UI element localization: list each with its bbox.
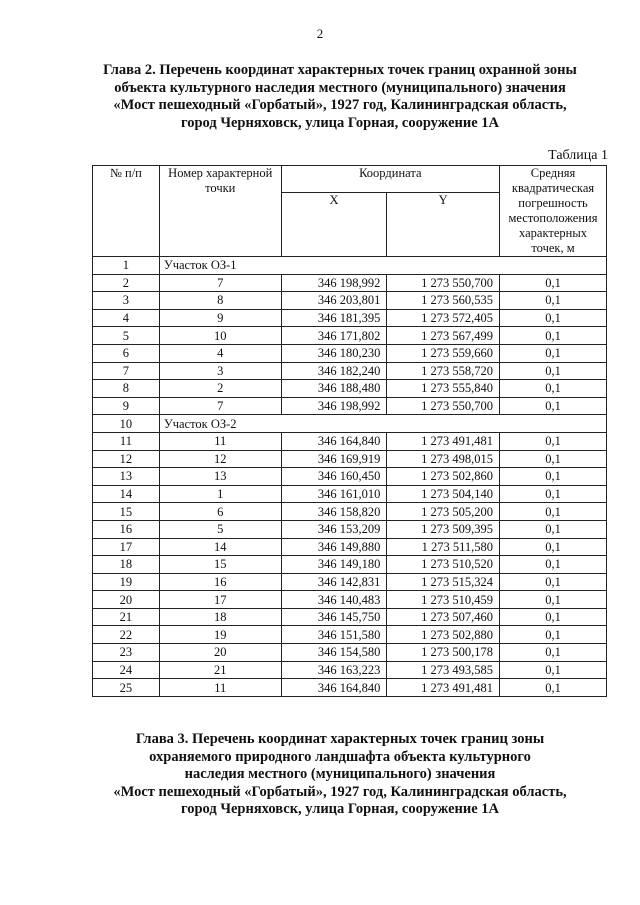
y-coordinate-cell: 1 273 507,460 [387,608,500,626]
row-number-cell: 7 [93,362,160,380]
table-row [93,344,607,362]
y-coordinate-cell: 1 273 572,405 [387,309,500,327]
section-label-cell: Участок ОЗ-2 [159,415,606,433]
row-number-cell: 12 [93,450,160,468]
row-number-cell: 9 [93,397,160,415]
point-number-cell: 10 [159,327,281,345]
x-coordinate-cell: 346 164,840 [281,679,387,697]
error-cell: 0,1 [500,468,607,486]
y-coordinate-cell: 1 273 511,580 [387,538,500,556]
coordinates-table [92,165,607,697]
y-coordinate-cell: 1 273 502,860 [387,468,500,486]
point-number-cell: 14 [159,538,281,556]
table-row [93,591,607,609]
header-point: Номер характерной точки [159,166,281,257]
row-number-cell: 8 [93,380,160,398]
error-cell: 0,1 [500,274,607,292]
x-coordinate-cell: 346 161,010 [281,485,387,503]
row-number-cell: 19 [93,573,160,591]
chapter-3-heading [60,731,620,819]
point-number-cell: 1 [159,485,281,503]
x-coordinate-cell: 346 154,580 [281,644,387,662]
x-coordinate-cell: 346 149,880 [281,538,387,556]
table-row [93,679,607,697]
y-coordinate-cell: 1 273 491,481 [387,679,500,697]
point-number-cell: 17 [159,591,281,609]
row-number-cell: 21 [93,608,160,626]
table-row [93,362,607,380]
row-number-cell: 2 [93,274,160,292]
row-number-cell: 16 [93,520,160,538]
y-coordinate-cell: 1 273 550,700 [387,274,500,292]
error-cell: 0,1 [500,591,607,609]
point-number-cell: 21 [159,661,281,679]
x-coordinate-cell: 346 198,992 [281,397,387,415]
point-number-cell: 4 [159,344,281,362]
table-row [93,432,607,450]
table-row [93,661,607,679]
point-number-cell: 8 [159,292,281,310]
y-coordinate-cell: 1 273 502,880 [387,626,500,644]
row-number-cell: 4 [93,309,160,327]
point-number-cell: 7 [159,274,281,292]
table-row [93,397,607,415]
y-coordinate-cell: 1 273 515,324 [387,573,500,591]
x-coordinate-cell: 346 160,450 [281,468,387,486]
x-coordinate-cell: 346 180,230 [281,344,387,362]
point-number-cell: 20 [159,644,281,662]
header-num: № п/п [93,166,160,257]
error-cell: 0,1 [500,556,607,574]
point-number-cell: 12 [159,450,281,468]
y-coordinate-cell: 1 273 500,178 [387,644,500,662]
heading-line: «Мост пешеходный «Горбатый», 1927 год, Калининградская область, [113,783,567,800]
x-coordinate-cell: 346 149,180 [281,556,387,574]
header-x: X [281,193,387,257]
error-cell: 0,1 [500,380,607,398]
error-cell: 0,1 [500,608,607,626]
y-coordinate-cell: 1 273 555,840 [387,380,500,398]
page-number: 2 [316,26,324,41]
x-coordinate-cell: 346 140,483 [281,591,387,609]
heading-line: Глава 2. Перечень координат характерных точек границ охранной зоны [103,62,577,78]
y-coordinate-cell: 1 273 498,015 [387,450,500,468]
error-cell: 0,1 [500,485,607,503]
table-section-row [93,257,607,275]
row-number-cell: 13 [93,468,160,486]
table-row [93,538,607,556]
row-number-cell: 1 [93,257,160,275]
y-coordinate-cell: 1 273 510,459 [387,591,500,609]
x-coordinate-cell: 346 151,580 [281,626,387,644]
heading-line: город Черняховск, улица Горная, сооружение 1А [181,801,499,817]
y-coordinate-cell: 1 273 558,720 [387,362,500,380]
row-number-cell: 17 [93,538,160,556]
error-cell: 0,1 [500,432,607,450]
error-cell: 0,1 [500,661,607,679]
row-number-cell: 11 [93,432,160,450]
error-cell: 0,1 [500,626,607,644]
point-number-cell: 6 [159,503,281,521]
table-row [93,556,607,574]
table-row [93,520,607,538]
row-number-cell: 20 [93,591,160,609]
heading-line: охраняемого природного ландшафта объекта культурного [149,748,531,765]
y-coordinate-cell: 1 273 567,499 [387,327,500,345]
table-row [93,450,607,468]
point-number-cell: 11 [159,432,281,450]
x-coordinate-cell: 346 164,840 [281,432,387,450]
table-row [93,503,607,521]
row-number-cell: 6 [93,344,160,362]
table-row [93,573,607,591]
table-body [93,257,607,697]
error-cell: 0,1 [500,520,607,538]
table-row [93,644,607,662]
table-row [93,485,607,503]
error-cell: 0,1 [500,644,607,662]
y-coordinate-cell: 1 273 509,395 [387,520,500,538]
point-number-cell: 13 [159,468,281,486]
heading-line: объекта культурного наследия местного (муниципального) значения [114,79,566,96]
x-coordinate-cell: 346 182,240 [281,362,387,380]
table-section-row [93,415,607,433]
y-coordinate-cell: 1 273 491,481 [387,432,500,450]
table-row [93,468,607,486]
error-cell: 0,1 [500,397,607,415]
table-row [93,608,607,626]
x-coordinate-cell: 346 169,919 [281,450,387,468]
point-number-cell: 19 [159,626,281,644]
error-cell: 0,1 [500,327,607,345]
row-number-cell: 15 [93,503,160,521]
row-number-cell: 22 [93,626,160,644]
point-number-cell: 2 [159,380,281,398]
x-coordinate-cell: 346 171,802 [281,327,387,345]
heading-line: наследия местного (муниципального) значения [184,766,496,782]
header-coordinate: Координата [281,166,499,193]
point-number-cell: 16 [159,573,281,591]
table-row [93,380,607,398]
y-coordinate-cell: 1 273 504,140 [387,485,500,503]
point-number-cell: 7 [159,397,281,415]
error-cell: 0,1 [500,679,607,697]
heading-line: город Черняховск, улица Горная, сооружение 1А [181,114,499,131]
y-coordinate-cell: 1 273 505,200 [387,503,500,521]
y-coordinate-cell: 1 273 550,700 [387,397,500,415]
section-label-cell: Участок ОЗ-1 [159,257,606,275]
x-coordinate-cell: 346 142,831 [281,573,387,591]
error-cell: 0,1 [500,450,607,468]
table-row [93,327,607,345]
y-coordinate-cell: 1 273 493,585 [387,661,500,679]
table-row [93,274,607,292]
row-number-cell: 23 [93,644,160,662]
x-coordinate-cell: 346 181,395 [281,309,387,327]
header-error: Средняя квадратическая погрешность местоположения характерных точек, м [500,166,607,257]
row-number-cell: 3 [93,292,160,310]
table-caption: Таблица 1 [548,148,608,163]
error-cell: 0,1 [500,362,607,380]
row-number-cell: 14 [93,485,160,503]
error-cell: 0,1 [500,309,607,327]
header-y: Y [387,193,500,257]
heading-line: Глава 3. Перечень координат характерных точек границ зоны [135,731,545,747]
error-cell: 0,1 [500,292,607,310]
row-number-cell: 5 [93,327,160,345]
heading-line: «Мост пешеходный «Горбатый», 1927 год, Калининградская область, [113,97,567,113]
x-coordinate-cell: 346 158,820 [281,503,387,521]
point-number-cell: 15 [159,556,281,574]
error-cell: 0,1 [500,344,607,362]
x-coordinate-cell: 346 153,209 [281,520,387,538]
y-coordinate-cell: 1 273 510,520 [387,556,500,574]
row-number-cell: 18 [93,556,160,574]
point-number-cell: 5 [159,520,281,538]
error-cell: 0,1 [500,503,607,521]
x-coordinate-cell: 346 145,750 [281,608,387,626]
table-row [93,626,607,644]
error-cell: 0,1 [500,538,607,556]
row-number-cell: 10 [93,415,160,433]
table-row [93,309,607,327]
chapter-2-heading [60,62,620,132]
point-number-cell: 11 [159,679,281,697]
y-coordinate-cell: 1 273 560,535 [387,292,500,310]
row-number-cell: 25 [93,679,160,697]
point-number-cell: 18 [159,608,281,626]
point-number-cell: 3 [159,362,281,380]
x-coordinate-cell: 346 188,480 [281,380,387,398]
x-coordinate-cell: 346 163,223 [281,661,387,679]
table-row [93,292,607,310]
x-coordinate-cell: 346 198,992 [281,274,387,292]
y-coordinate-cell: 1 273 559,660 [387,344,500,362]
x-coordinate-cell: 346 203,801 [281,292,387,310]
row-number-cell: 24 [93,661,160,679]
point-number-cell: 9 [159,309,281,327]
error-cell: 0,1 [500,573,607,591]
